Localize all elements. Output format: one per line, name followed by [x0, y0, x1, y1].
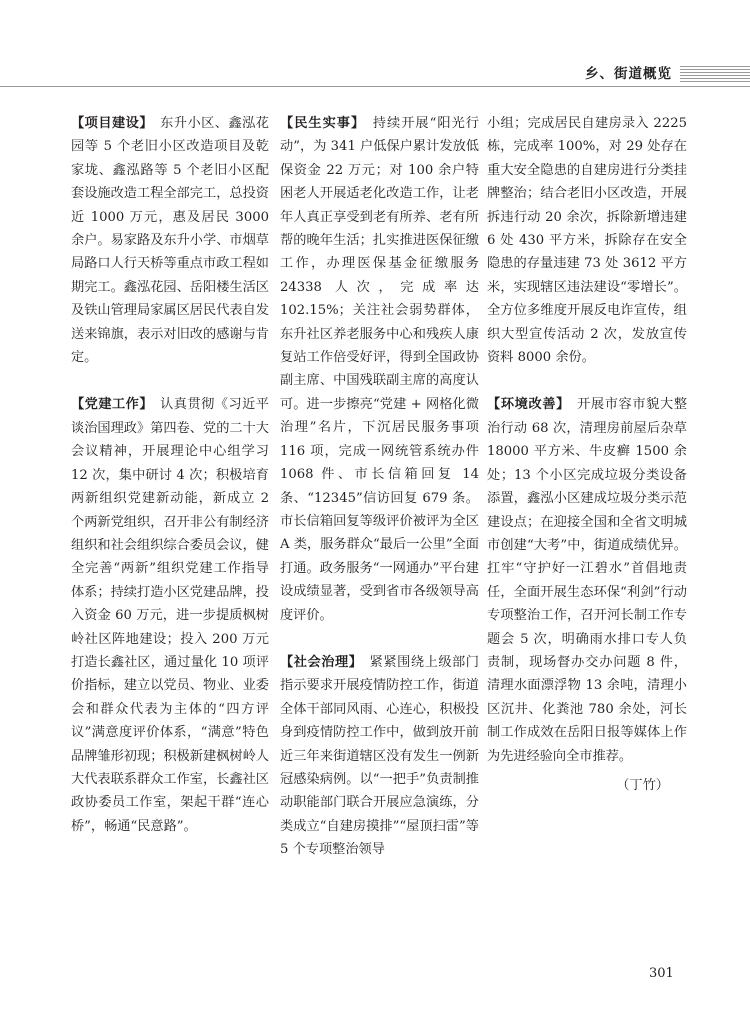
- paragraph-shehui-continued: [487, 112, 687, 369]
- page-number: 301: [649, 966, 674, 981]
- text-dangjian: 认真贯彻《习近平谈治国理政》第四卷、党的二十大会议精神，开展理论中心组学习 12 次，集中研讨 4 次；积极培育两新组织党建新动能，新成立 2 个两新党组织，召开非公有制经济组织和社会组织综合委员会议，健全完善“两新”组织党建工作指导体系；持续打造小区党建品牌，投入资金 60 万元，进一步提质枫树岭社区阵地建设；投入 200 万元打造长鑫社区，通过量化 10 项评价指标，建立以党员、物业、业委会和群众代表为主体的“四方评议”满意度评价体系，“满意”特色品牌雏形初现；积极新建枫树岭人大代表联系群众工作室，长鑫社区政协委员工作室，架起干群“连心桥”，畅通“民意路”。: [71, 397, 269, 834]
- paragraph-minsheng: [280, 112, 479, 627]
- tag-shehui: 【社会治理】: [280, 654, 356, 670]
- paragraph-dangjian: [71, 393, 269, 838]
- text-minsheng: 持续开展“阳光行动”，为 341 户低保户累计发放低保资金 22 万元；对 100 余户特困老人开展适老化改造工作，让老年人真正享受到老有所养、老有所帮的晚年生活；扎实推进医保征缴工作，办理医保基金征缴服务 24338 人次，完成率达 102.15%；关注社会弱势群体，东升社区养老服务中心和残疾人康复站工作倍受好评，得到全国政协副主席、中国残联副主席的高度认可。进一步擦亮“党建 + 网格化微治理”名片，下沉居民服务事项 116 项，完成一网统管系统办件 1068 件、市长信箱回复 14 条、“12345”信访回复 679 条。市长信箱回复等级评价被评为全区 A 类，服务群众“最后一公里”全面打通。政务服务“一网通办”平台建设成绩显著，受到省市各级领导高度评价。: [280, 116, 479, 623]
- tag-huanjing: 【环境改善】: [487, 397, 564, 413]
- column-1: [71, 112, 269, 862]
- column-3: [487, 112, 687, 797]
- paragraph-huanjing: [487, 393, 687, 768]
- text-xiangmu: 东升小区、鑫泓花园等 5 个老旧小区改造项目及乾家垅、鑫泓路等 5 个老旧小区配套设施改造工程全部完工，总投资近 1000 万元，惠及居民 3000 余户。易家路及东升小学、市烟草局路口人行天桥等重点市政工程如期完工。鑫泓花园、岳阳楼生活区及铁山管理局家属区居民代表自发送来锦旗，表示对旧改的感谢与肯定。: [71, 116, 269, 366]
- tag-dangjian: 【党建工作】: [71, 397, 147, 413]
- header-stripe-decoration: [680, 66, 750, 82]
- text-huanjing: 开展市容市貌大整治行动 68 次，清理房前屋后杂草 18000 平方米、牛皮癣 1500 余处；13 个小区完成垃圾分类设备添置，鑫泓小区建成垃圾分类示范建设点；在迎接全国和全省文明城市创建“大考”中，街道成绩优异。扛牢“守护好一江碧水”首倡地责任，全面开展生态环保“利剑”行动专项整治工作，召开河长制工作专题会 5 次，明确雨水排口专人负责制，现场督办交办问题 8 件，清理水面漂浮物 13 余吨，清理小区沉井、化粪池 780 余处，河长制工作成效在岳阳日报等媒体上作为先进经验向全市推荐。: [487, 397, 688, 764]
- paragraph-shehui: [280, 651, 479, 862]
- running-header: [0, 64, 750, 86]
- text-shehui: 紧紧围绕上级部门指示要求开展疫情防控工作，街道全体干部同风雨、心连心，积极投身到疫情防控工作中，做到放开前近三年来街道辖区没有发生一例新冠感染病例。以“一把手”负责制推动职能部门联合开展应急演练，分类成立“自建房摸排”“屋顶扫雷”等 5 个专项整治领导: [280, 654, 479, 858]
- author-credit: （丁竹）: [616, 777, 669, 793]
- tag-minsheng: 【民生实事】: [280, 116, 359, 131]
- section-title: 乡、街道概览: [585, 66, 672, 82]
- tag-xiangmu: 【项目建设】: [71, 116, 147, 131]
- text-shehui-continued: 小组；完成居民自建房录入 2225 栋，完成率 100%，对 29 处存在重大安全隐患的自建房进行分类挂牌整治；结合老旧小区改造，开展拆违行动 20 余次，拆除新增违建 6 处 430 平方米，拆除存在安全隐患的存量违建 73 处 3612 平方米，实现辖区违法建设“零增长”。全方位多维度开展反电诈宣传，组织大型宣传活动 2 次，发放宣传资料 8000 余份。: [487, 116, 687, 366]
- paragraph-xiangmu: [71, 112, 269, 369]
- column-2: [280, 112, 479, 886]
- header-rule: [0, 86, 750, 87]
